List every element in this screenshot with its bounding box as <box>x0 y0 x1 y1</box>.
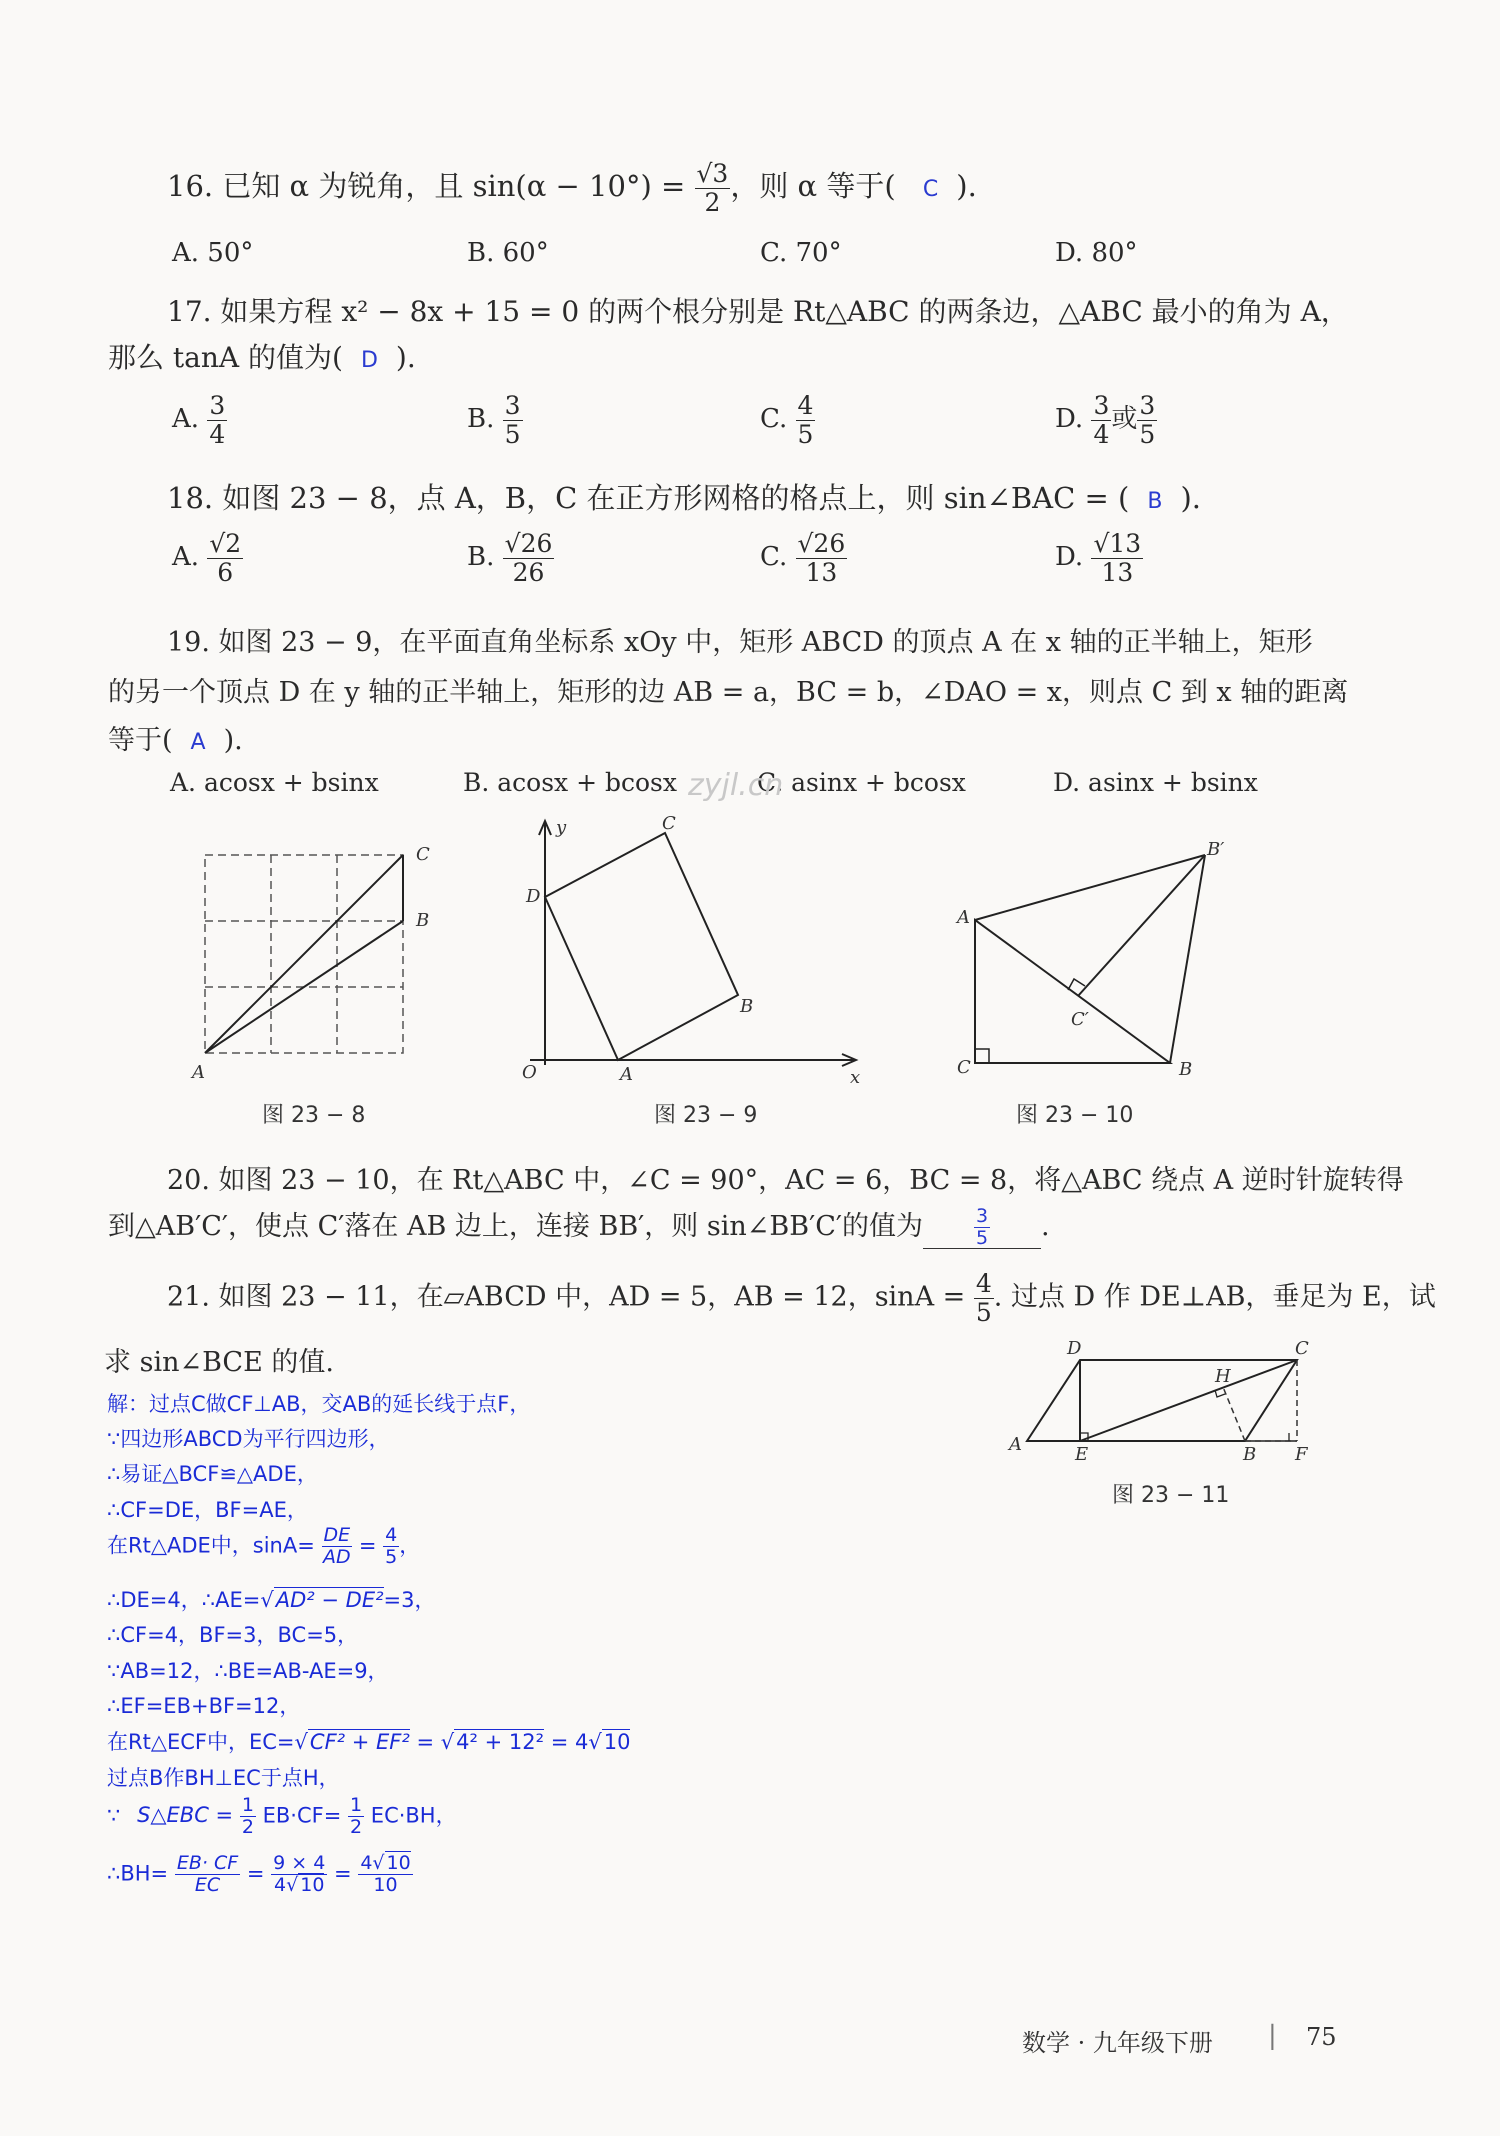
watermark: zyjl.cn <box>688 768 784 803</box>
solution-line-1: 解：过点C做CF⊥AB，交AB的延长线于点F， <box>107 1392 531 1416</box>
figure-23-9 <box>520 815 865 1090</box>
q19-option-d: D. asinx + bsinx <box>1053 768 1258 797</box>
fig10-caption: 图 23 − 10 <box>1016 1103 1134 1128</box>
q18-option-b: B. $\frac{√26}{26}$ <box>467 529 553 587</box>
q17-option-d: D. $\frac{3}{4}$ 或 $\frac{3}{5}$ <box>1055 391 1156 449</box>
solution-line-9: ∴EF=EB+BF=12， <box>107 1694 301 1718</box>
solution-line-11: 过点B作BH⊥EC于点H， <box>107 1766 340 1790</box>
q19-line1: 19. 如图 23 − 9，在平面直角坐标系 xOy 中，矩形 ABCD 的顶点 A 在 x 轴的正半轴上，矩形 <box>167 627 1313 658</box>
fig10-label-c: C <box>957 1057 971 1078</box>
q20-answer-blank <box>923 1206 1041 1250</box>
fig11-label-f: F <box>1295 1444 1308 1463</box>
solution-line-7: ∴CF=4，BF=3，BC=5， <box>107 1623 359 1647</box>
q19-option-c: C. asinx + bcosx <box>757 768 966 797</box>
solution-line-2: ∵四边形ABCD为平行四边形， <box>107 1427 390 1451</box>
fig11-label-e: E <box>1075 1444 1089 1463</box>
solution-line-8: ∵AB=12，∴BE=AB-AE=9， <box>107 1659 389 1683</box>
footer-separator: | <box>1268 2021 1277 2051</box>
fig8-caption: 图 23 − 8 <box>262 1103 366 1128</box>
q20-line2: 到△AB′C′，使点 C′落在 AB 边上，连接 BB′，则 sin∠BB′C′的值为 $\frac{3}{5}$ . <box>108 1204 1050 1249</box>
q17-line1: 17. 如果方程 x² − 8x + 15 = 0 的两个根分别是 Rt△ABC 的两条边，△ABC 最小的角为 A， <box>167 295 1349 328</box>
q21-line2: 求 sin∠BCE 的值. <box>104 1347 334 1378</box>
q18-option-a: A. $\frac{√2}{6}$ <box>172 529 242 587</box>
q17-answer: D <box>360 348 378 373</box>
fig9-label-o: O <box>522 1062 537 1083</box>
q18-stem: 18. 如图 23 − 8，点 A，B，C 在正方形网格的格点上，则 sin∠BAC = ( B ). <box>167 481 1202 515</box>
fig10-label-b: B <box>1179 1059 1193 1080</box>
footer-book-title: 数学 · 九年级下册 <box>1022 2029 1213 2057</box>
q16-fraction: $\frac{√3}{2}$ <box>696 159 729 217</box>
fig10-label-a: A <box>957 907 970 928</box>
q18-answer: B <box>1147 489 1163 514</box>
q18-option-d: D. $\frac{√13}{13}$ <box>1055 529 1142 587</box>
q18-option-c: C. $\frac{√26}{13}$ <box>760 529 846 587</box>
q16-pre: 16. 已知 α 为锐角，且 sin(α − 10°) = <box>167 169 686 203</box>
fig9-caption: 图 23 − 9 <box>654 1103 758 1128</box>
fig9-label-a: A <box>620 1064 633 1085</box>
figure-23-8 <box>190 830 450 1090</box>
q17-option-a: A. $\frac{3}{4}$ <box>172 391 226 449</box>
q17-option-c: C. $\frac{4}{5}$ <box>760 391 814 449</box>
fig11-caption: 图 23 − 11 <box>1112 1483 1230 1508</box>
solution-line-6: ∴DE=4，∴AE=√AD² − DE²=3， <box>107 1588 436 1612</box>
q16-option-b: B. 60° <box>467 238 549 268</box>
fig8-label-a: A <box>192 1062 205 1083</box>
fig11-label-d: D <box>1067 1338 1082 1359</box>
q19-option-a: A. acosx + bsinx <box>170 768 379 797</box>
q16-stem: 16. 已知 α 为锐角，且 sin(α − 10°) = $\frac{√3}{2}$ ，则 α 等于( C ). <box>167 159 977 217</box>
fig9-label-y: y <box>556 817 567 838</box>
fig10-label-c-prime: C′ <box>1071 1009 1089 1030</box>
fig8-label-b: B <box>416 910 430 931</box>
q20-line1: 20. 如图 23 − 10，在 Rt△ABC 中，∠C = 90°，AC = 6，BC = 8，将△ABC 绕点 A 逆时针旋转得 <box>167 1165 1404 1196</box>
fig8-label-c: C <box>416 844 430 865</box>
fig10-label-b-prime: B′ <box>1207 839 1225 860</box>
figure-23-10 <box>945 835 1245 1085</box>
q17-line2: 那么 tanA 的值为( D ). <box>108 341 416 374</box>
fig11-label-a: A <box>1009 1434 1022 1455</box>
solution-line-3: ∴易证△BCF≌△ADE， <box>107 1462 318 1486</box>
solution-line-5: 在Rt△ADE中，sinA= $\frac{DE}{AD}$ = $\frac{4}{5}$ ， <box>107 1524 421 1568</box>
fig9-label-b: B <box>740 996 754 1017</box>
figure-23-11 <box>1005 1338 1325 1463</box>
fig11-label-c: C <box>1295 1338 1309 1359</box>
q19-option-b: B. acosx + bcosx <box>463 768 677 797</box>
solution-line-10: 在Rt△ECF中，EC=√CF² + EF² = √4² + 12² = 4√10 <box>107 1730 631 1754</box>
solution-line-12: ∵ S△EBC = $\frac{1}{2}$ EB·CF= $\frac{1}{2}$ EC·BH， <box>107 1794 457 1838</box>
fig9-label-c: C <box>662 815 676 834</box>
solution-line-4: ∴CF=DE，BF=AE， <box>107 1498 308 1522</box>
q21-stem: 21. 如图 23 − 11，在▱ABCD 中，AD = 5，AB = 12，sinA = $\frac{4}{5}$ . 过点 D 作 DE⊥AB，垂足为 E，试 <box>167 1269 1436 1327</box>
fig9-label-x: x <box>850 1067 861 1088</box>
solution-line-13: ∴BH= $\frac{EB\cdot CF}{EC}$ = $\frac{9 \times 4}{4√ 10}$ = $\frac{4√ 10}{10}$ <box>107 1852 411 1896</box>
q16-answer: C <box>922 177 939 202</box>
q17-option-b: B. $\frac{3}{5}$ <box>467 391 521 449</box>
q19-line2: 的另一个顶点 D 在 y 轴的正半轴上，矩形的边 AB = a，BC = b，∠DAO = x，则点 C 到 x 轴的距离 <box>108 677 1349 708</box>
q16-option-c: C. 70° <box>760 238 842 268</box>
q20-answer: $\frac{3}{5}$ <box>975 1204 989 1249</box>
page-number: 75 <box>1306 2023 1337 2051</box>
fig9-label-d: D <box>526 886 541 907</box>
q19-line3: 等于( A ). <box>108 725 243 756</box>
q16-option-a: A. 50° <box>172 238 254 268</box>
fig11-label-h: H <box>1215 1366 1231 1387</box>
q16-option-d: D. 80° <box>1055 238 1138 268</box>
q19-answer: A <box>190 730 206 755</box>
fig11-label-b: B <box>1243 1444 1257 1463</box>
